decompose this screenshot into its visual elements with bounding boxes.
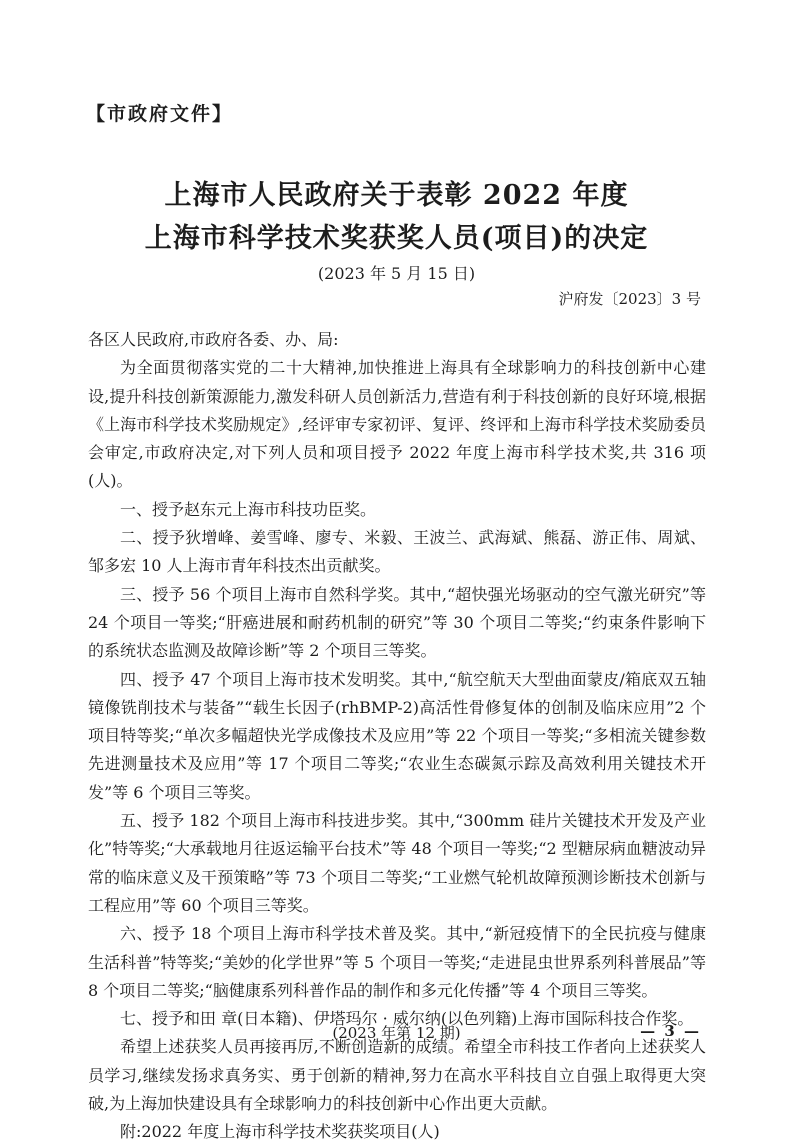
body-paragraph: 七、授予和田 章(日本籍)、伊塔玛尔 · 威尔纳(以色列籍)上海市国际科技合作奖。	[120, 1009, 694, 1029]
body-paragraph: 五、授予 182 个项目上海市科技进步奖。其中,“300mm 硅片关键技术开发及产业化”特等奖;“大承载地月往返运输平台技术”等 48 个项目一等奖;“2 型糖尿病血糖波动异常的临床意义及干预策略”等 73 个项目二等奖;“工业燃气轮机故障预测诊断技术创新与工程应用”等 60 个项目三等奖。	[88, 811, 706, 915]
page-footer	[88, 1022, 705, 1046]
document-title-line2: 上海市科学技术奖获奖人员(项目)的决定	[144, 223, 649, 254]
document-title	[0, 174, 793, 260]
attachment-line: 附:2022 年度上海市科学技术奖获奖项目(人)	[120, 1122, 440, 1142]
document-title-line1: 上海市人民政府关于表彰 2022 年度	[164, 180, 629, 211]
body-paragraph: 二、授予狄增峰、姜雪峰、廖专、米毅、王波兰、武海斌、熊磊、游正伟、周斌、邹多宏 10 人上海市青年科技杰出贡献奖。	[88, 528, 706, 576]
body-paragraph: 为全面贯彻落实党的二十大精神,加快推进上海具有全球影响力的科技创新中心建设,提升科技创新策源能力,激发科研人员创新活力,营造有利于科技创新的良好环境,根据《上海市科学技术奖励规定》,经评审专家初评、复评、终评和上海市科学技术奖励委员会审定,市政府决定,对下列人员和项目授予 2022 年度上海市科学技术奖,共 316 项(人)。	[88, 358, 706, 491]
salutation-line: 各区人民政府,市政府各委、办、局:	[88, 330, 339, 349]
document-number: 沪府发〔2023〕3 号	[558, 290, 701, 308]
body-paragraph: 希望上述获奖人员再接再厉,不断创造新的成绩。希望全市科技工作者向上述获奖人员学习,继续发扬求真务实、勇于创新的精神,努力在高水平科技自立自强上取得更大突破,为上海加快建设具有全球影响力的科技创新中心作出更大贡献。	[88, 1037, 706, 1114]
body-paragraph: 四、授予 47 个项目上海市技术发明奖。其中,“航空航天大型曲面蒙皮/箱底双五轴镜像铣削技术与装备”“载生长因子(rhBMP-2)高活性骨修复体的创制及临床应用”2 个项目特等奖;“单次多幅超快光学成像技术及应用”等 22 个项目一等奖;“多相流关键参数先进测量技术及应用”等 17 个项目二等奖;“农业生态碳氮示踪及高效利用关键技术开发”等 6 个项目三等奖。	[88, 669, 706, 802]
body-paragraph: 一、授予赵东元上海市科技功臣奖。	[120, 499, 377, 519]
document-category-tag: 【市政府文件】	[86, 103, 234, 125]
issue-number: (2023 年第 12 期)	[332, 1024, 461, 1042]
document-date: (2023 年 5 月 15 日)	[317, 264, 476, 283]
body-paragraph: 六、授予 18 个项目上海市科学技术普及奖。其中,“新冠疫情下的全民抗疫与健康生活科普”特等奖;“美妙的化学世界”等 5 个项目一等奖;“走进昆虫世界系列科普展品”等 8 个项目二等奖;“脑健康系列科普作品的制作和多元化传播”等 4 个项目三等奖。	[88, 924, 706, 1000]
page-number: — 3 —	[640, 1022, 701, 1040]
body-paragraph: 三、授予 56 个项目上海市自然科学奖。其中,“超快强光场驱动的空气激光研究”等 24 个项目一等奖;“肝癌进展和耐药机制的研究”等 30 个项目二等奖;“约束条件影响下的系统状态监测及故障诊断”等 2 个项目三等奖。	[88, 584, 706, 661]
